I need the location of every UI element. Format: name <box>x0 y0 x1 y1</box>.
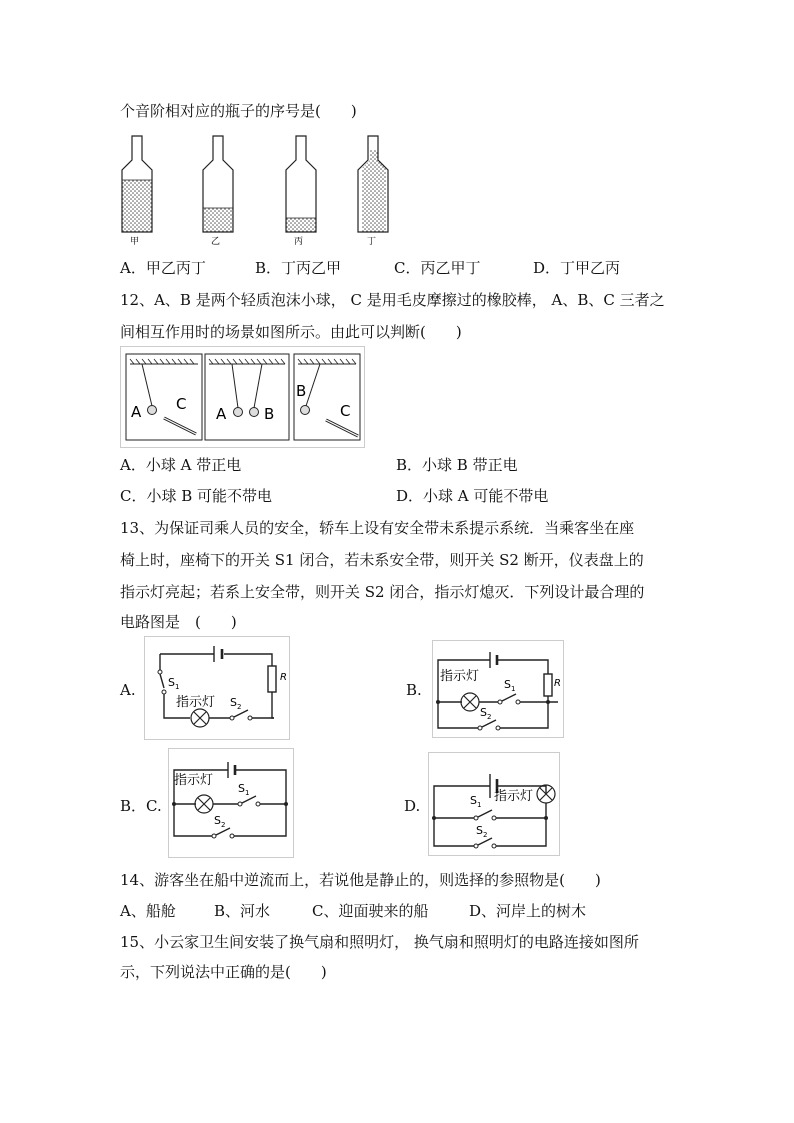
bottle-label-bing: 丙 <box>294 237 304 247</box>
svg-text:S1: $S_1$ <box>470 794 482 809</box>
bottle-ding <box>358 136 388 232</box>
bottle-label-yi: 乙 <box>211 237 221 247</box>
svg-text:S2: $S_2$ <box>480 706 492 721</box>
panel2-label-b: B <box>264 405 275 423</box>
q11-option-c: C．丙乙甲丁 <box>394 259 481 277</box>
circuit-option-c-label: B．C. <box>120 797 162 815</box>
q11-option-b: B．丁丙乙甲 <box>255 259 342 277</box>
svg-text:S1: $S_1$ <box>238 782 250 797</box>
q12-option-d: D．小球 A 可能不带电 <box>396 487 549 505</box>
circuit-c-lamp-label: 指示灯 <box>174 773 214 788</box>
panel2-label-a: A <box>216 405 227 423</box>
bottle-label-ding: 丁 <box>367 237 377 247</box>
circuit-option-a-label: A. <box>120 681 136 699</box>
q12-option-b: B．小球 B 带正电 <box>396 456 518 474</box>
panel1-label-c: C <box>176 395 187 413</box>
circuit-option-d-label: D. <box>404 797 421 815</box>
q12-option-c: C．小球 B 可能不带电 <box>120 487 273 505</box>
circuit-a-r-label: R <box>280 672 287 683</box>
q13-stem-line2: 椅上时，座椅下的开关 S1 闭合，若未系安全带，则开关 S2 断开，仪表盘上的 <box>120 551 644 569</box>
q12-option-a: A．小球 A 带正电 <box>120 456 242 474</box>
circuit-c <box>168 748 294 858</box>
circuit-d <box>428 752 560 856</box>
q14-option-b: B、河水 <box>214 902 271 920</box>
q13-stem-line1: 13、为保证司乘人员的安全，轿车上设有安全带未系提示系统．当乘客坐在座 <box>120 519 635 537</box>
q14-option-d: D、河岸上的树木 <box>469 902 587 920</box>
q14-stem: 14、游客坐在船中逆流而上，若说他是静止的，则选择的参照物是( ) <box>120 871 601 889</box>
q11-option-d: D．丁甲乙丙 <box>533 259 621 277</box>
svg-text:S2: $S_2$ <box>476 824 488 839</box>
circuit-a <box>144 636 290 740</box>
circuit-a-lamp-label: 指示灯 <box>176 695 216 710</box>
bottles-figure <box>110 130 410 248</box>
circuit-option-b-label: B. <box>406 681 422 699</box>
panel3-label-b: B <box>296 382 307 400</box>
bottle-label-jia: 甲 <box>130 237 140 247</box>
charged-balls-figure <box>120 346 365 448</box>
svg-text:S1: $S_1$ <box>168 676 180 691</box>
bottle-bing <box>286 136 316 232</box>
q13-stem-line4: 电路图是 ( ) <box>120 613 237 631</box>
circuit-d-lamp-label: 指示灯 <box>494 789 534 804</box>
q11-stem-tail: 个音阶相对应的瓶子的序号是( ) <box>120 102 357 120</box>
q12-stem-line2: 间相互作用时的场景如图所示。由此可以判断( ) <box>120 323 462 341</box>
q13-stem-line3: 指示灯亮起；若系上安全带，则开关 S2 闭合，指示灯熄灭．下列设计最合理的 <box>120 583 645 601</box>
q14-option-a: A、船舱 <box>120 902 176 920</box>
svg-text:S2: $S_2$ <box>230 696 242 711</box>
q11-option-a: A．甲乙丙丁 <box>120 259 206 277</box>
q15-stem-line2: 示，下列说法中正确的是( ) <box>120 963 327 981</box>
circuit-b-lamp-label: 指示灯 <box>440 669 480 684</box>
panel1-label-a: A <box>131 403 142 421</box>
q14-option-c: C、迎面驶来的船 <box>312 902 429 920</box>
svg-text:S1: $S_1$ <box>504 678 516 693</box>
circuit-b <box>432 640 564 738</box>
q15-stem-line1: 15、小云家卫生间安装了换气扇和照明灯， 换气扇和照明灯的电路连接如图所 <box>120 933 639 951</box>
q12-stem-line1: 12、A、B 是两个轻质泡沫小球， C 是用毛皮摩擦过的橡胶棒， A、B、C 三者之 <box>120 291 665 309</box>
bottle-yi <box>203 136 233 232</box>
circuit-b-r-label: R <box>554 678 561 689</box>
svg-text:S2: $S_2$ <box>214 814 226 829</box>
bottle-jia <box>122 136 152 232</box>
panel3-label-c: C <box>340 402 351 420</box>
